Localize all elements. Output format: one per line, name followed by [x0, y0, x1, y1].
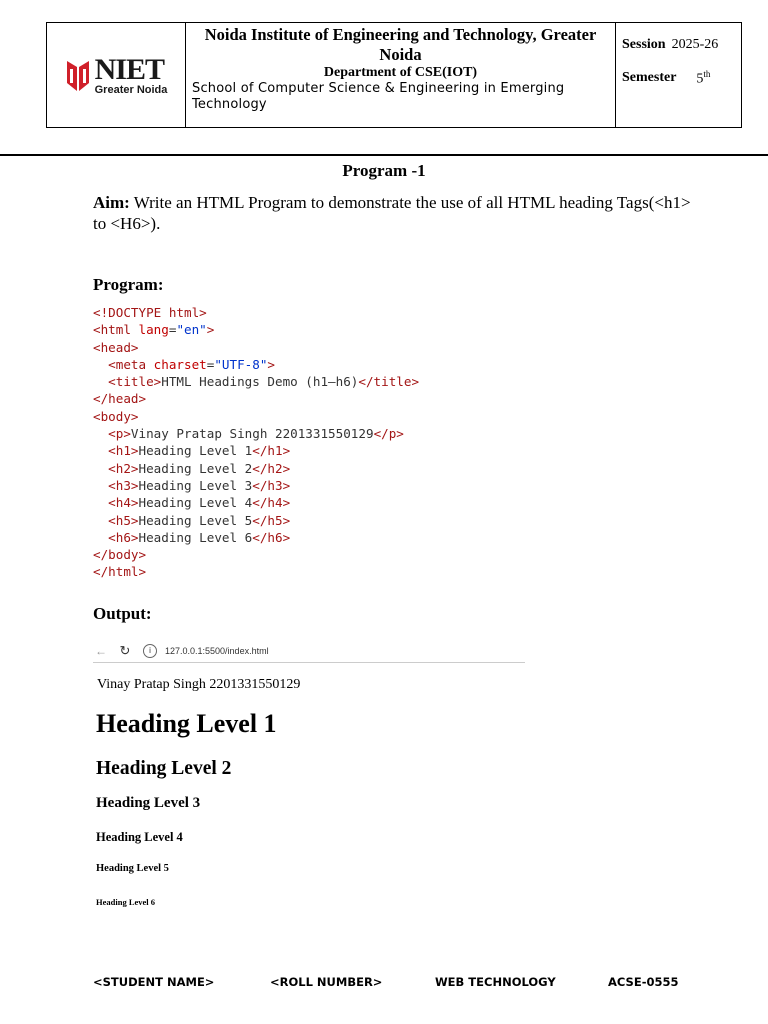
output-h4: Heading Level 4: [96, 830, 183, 844]
header-table: [46, 22, 742, 128]
department-name: Department of CSE(IOT): [323, 65, 478, 80]
niet-logo: [65, 52, 168, 96]
aim-label: Aim:: [93, 193, 130, 212]
session-row: [622, 37, 741, 53]
code-h1-text: Heading Level 1: [138, 443, 253, 459]
output-h6: Heading Level 6: [96, 897, 156, 907]
semester-label: Semester: [622, 70, 677, 86]
session-label: Session: [622, 37, 666, 52]
code-p-text: Vinay Pratap Singh 2201331550129: [130, 426, 374, 442]
school-name: School of Computer Science & Engineering in Emerging Technology: [192, 81, 565, 112]
institute-name: Noida Institute of Engineering and Technology, Greater Noida: [204, 25, 597, 64]
logo-title: NIET: [94, 52, 164, 86]
code-doctype: <!DOCTYPE html>: [93, 305, 207, 320]
program-title: Program -1: [342, 161, 426, 180]
header-rule: [0, 154, 768, 156]
program-label: Program:: [93, 275, 164, 294]
back-arrow-icon[interactable]: ←: [95, 644, 107, 658]
footer-student-name: <STUDENT NAME>: [93, 975, 215, 989]
footer-subject: WEB TECHNOLOGY: [435, 975, 556, 989]
output-h2: Heading Level 2: [96, 758, 232, 779]
footer-roll-number: <ROLL NUMBER>: [270, 975, 383, 989]
address-bar-url[interactable]: 127.0.0.1:5500/index.html: [165, 646, 269, 656]
aim-text: Write an HTML Program to demonstrate the use of all HTML heading Tags(<h1> to <H6>).: [93, 193, 691, 233]
output-h1: Heading Level 1: [96, 709, 277, 738]
semester-row: [622, 69, 741, 88]
code-h4-text: Heading Level 4: [138, 495, 253, 511]
code-h6-text: Heading Level 6: [138, 529, 253, 545]
institute-cell: [186, 23, 616, 127]
info-icon[interactable]: i: [143, 644, 157, 658]
code-title-text: HTML Headings Demo (h1–h6): [161, 374, 359, 390]
session-cell: [616, 23, 741, 127]
reload-icon[interactable]: ↻: [119, 643, 131, 658]
output-h3: Heading Level 3: [96, 795, 201, 811]
semester-value: 5th: [696, 69, 711, 87]
aim-paragraph: [93, 192, 693, 234]
output-paragraph: Vinay Pratap Singh 2201331550129: [97, 677, 301, 692]
code-block: <!DOCTYPE html> <html lang="en"> <head> <meta charset="UTF-8"> <title>HTML Headings Demo (h1–h6)</title> </head> <body> <p>Vinay Pratap Singh 2201331550129</p> <h1>Heading Level 1</h1> <h2>Heading Level 2</h2> <h3>Heading Level 3</h3> <h4>Heading Level 4</h4> <h5>Heading Level 5</h5> <h6>Heading Level 6</h6> </body> </html>: [93, 305, 420, 580]
code-h5-text: Heading Level 5: [138, 512, 253, 528]
browser-bar: [93, 640, 525, 663]
session-value: 2025-26: [671, 37, 719, 52]
code-h3-text: Heading Level 3: [138, 477, 253, 493]
niet-emblem-icon: [65, 57, 91, 93]
output-h5: Heading Level 5: [96, 863, 169, 874]
footer-course-code: ACSE-0555: [608, 975, 679, 989]
logo-cell: [47, 23, 186, 127]
output-label: Output:: [93, 604, 152, 623]
logo-subtitle: Greater Noida: [94, 83, 168, 96]
code-h2-text: Heading Level 2: [138, 460, 253, 476]
